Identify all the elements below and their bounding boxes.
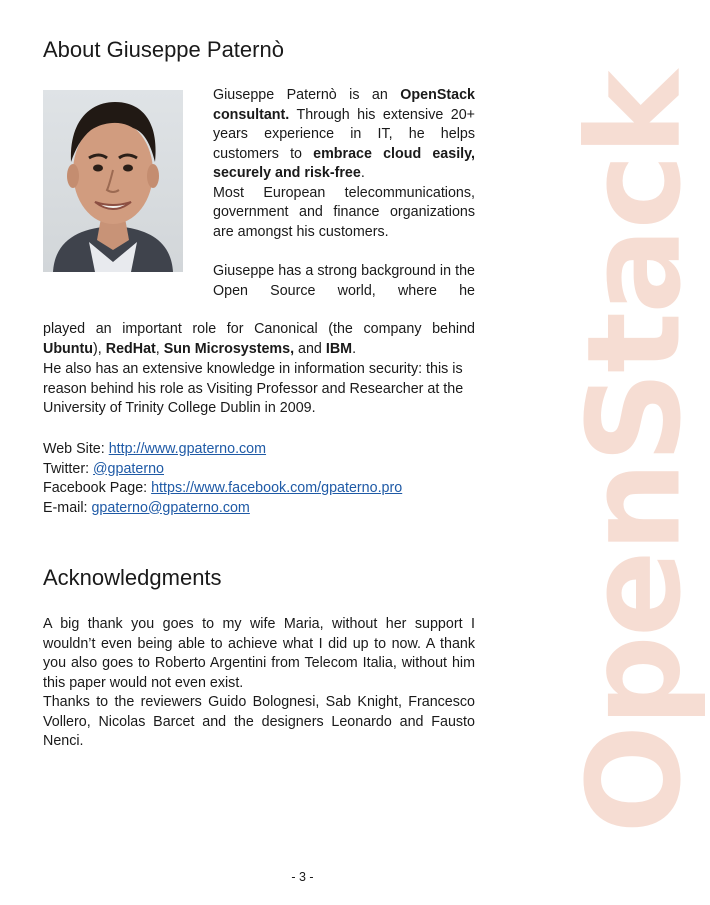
bio-bold-ubuntu: Ubuntu (43, 340, 94, 357)
openstack-watermark (560, 0, 710, 905)
bio-text: Giuseppe Paternò is an (213, 87, 401, 103)
bio-paragraph-3-end (43, 320, 475, 359)
bio-paragraph-4: He also has an extensive knowledge in information security: this is reason behind his role as Visiting Professor and Researcher at the University of Trinity College Dublin in 2009. (43, 361, 464, 416)
contact-label: E-mail: (43, 499, 92, 516)
bio-text: played an important role for Canonical (the company behind (43, 321, 475, 337)
acknowledgments-body (43, 615, 475, 752)
bio-text: Through his extensive 20+ years experience in IT, he helps customers to (213, 106, 475, 162)
bio-text: , (155, 340, 164, 357)
about-title: About Giuseppe Paternò (43, 37, 284, 62)
contact-list (43, 440, 475, 518)
contact-twitter (43, 460, 475, 480)
bio-intro (213, 86, 475, 242)
portrait-illustration (43, 90, 183, 272)
bio-text: ), (93, 340, 106, 357)
bio-text: . (352, 340, 357, 357)
bio-paragraph-1 (213, 86, 475, 184)
contact-label: Facebook Page: (43, 480, 152, 496)
acknowledgments-title: Acknowledgments (43, 565, 222, 590)
contact-website (43, 440, 475, 460)
bio-text: Giuseppe has a strong background in the Open Source world, where he (213, 263, 475, 299)
ack-paragraph-2: Thanks to the reviewers Guido Bolognesi, Sab Knight, Francesco Vollero, Nicolas Barcet and the designers Leonardo and Fausto Nenci. (43, 694, 475, 749)
contact-label: Web Site: (43, 441, 109, 457)
twitter-link[interactable]: @gpaterno (93, 460, 165, 477)
contact-label: Twitter: (43, 460, 94, 477)
website-link[interactable]: http://www.gpaterno.com (108, 441, 267, 457)
bio-bold-cloud: embrace cloud easily, securely and risk-free (213, 145, 476, 181)
bio-bold-openstack: OpenStack consultant. (213, 87, 475, 123)
ack-paragraph-1: A big thank you goes to my wife Maria, without her support I wouldn’t even being able to achieve what I did up to now. A thank you also goes to Roberto Argentini from Telecom Italia, without him this paper would not even exist. (43, 616, 475, 691)
bio-paragraph-3-start (213, 262, 475, 301)
facebook-link[interactable]: https://www.facebook.com/gpaterno.pro (151, 480, 403, 496)
email-link[interactable]: gpaterno@gpaterno.com (91, 499, 250, 516)
author-photo (43, 90, 183, 272)
page-number: - 3 - (291, 870, 314, 884)
contact-facebook (43, 479, 475, 499)
bio-paragraph-2: Most European telecommunications, government and finance organizations are amongst his customers. (213, 184, 475, 240)
bio-text: and (294, 340, 326, 357)
bio-text: . (360, 165, 365, 181)
bio-bold-sun: Sun Microsystems, (163, 340, 295, 357)
bio-bold-ibm: IBM (325, 340, 353, 357)
contact-email (43, 499, 475, 519)
watermark-text: OpenStack (560, 71, 710, 834)
bio-bold-redhat: RedHat (105, 340, 156, 357)
